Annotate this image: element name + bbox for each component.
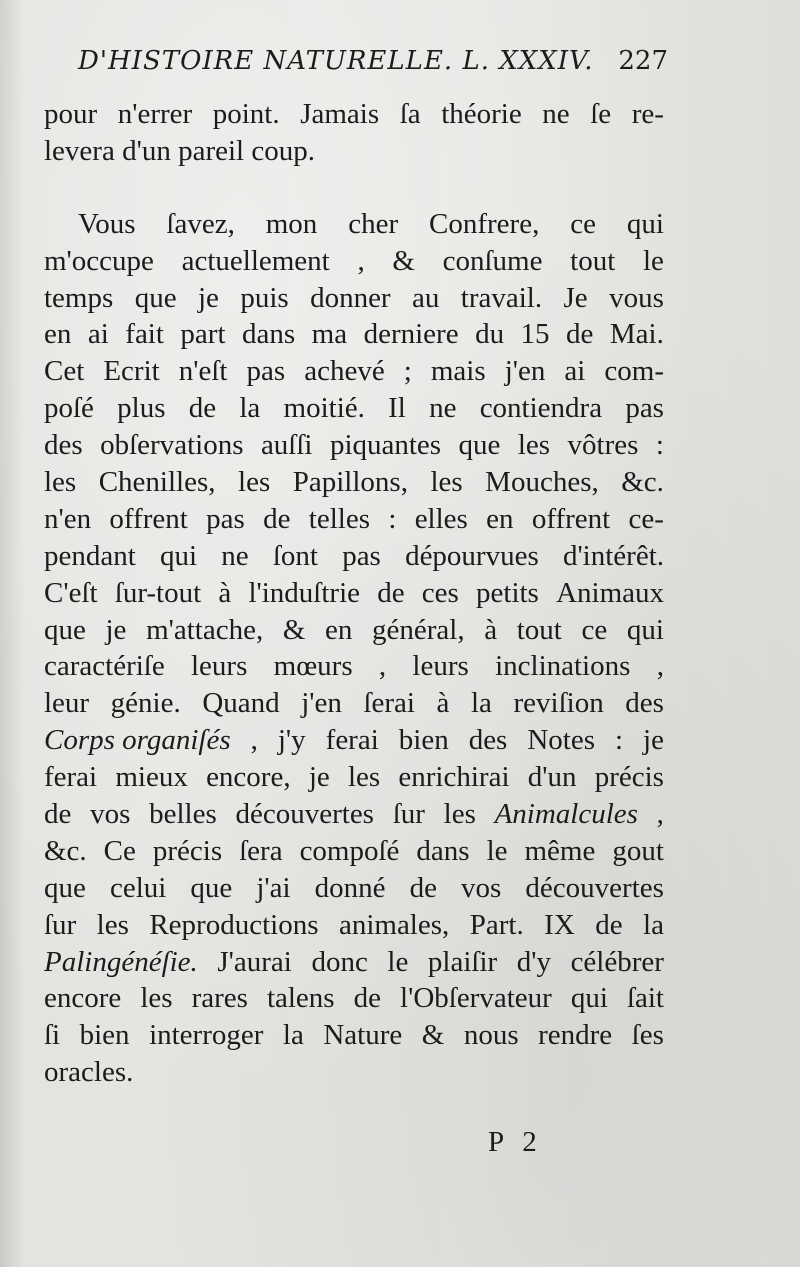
word: les [96, 908, 129, 941]
word: d'un [527, 761, 577, 794]
word: n'eſt [178, 355, 228, 388]
word: la [643, 908, 664, 941]
word: ſe [590, 98, 612, 130]
word: le [387, 945, 409, 978]
word: part [180, 318, 226, 351]
word: en [325, 613, 353, 646]
word: Part. [469, 908, 524, 941]
text-line [44, 280, 664, 317]
word: le [486, 834, 508, 867]
word: de [263, 502, 291, 535]
word: que [44, 871, 86, 904]
word: donner [310, 281, 391, 314]
word: elles [414, 502, 468, 535]
word: enrichirai [398, 761, 510, 794]
word: Notes [527, 724, 596, 757]
word: Il [388, 392, 406, 425]
word: , [357, 244, 365, 277]
word: les [347, 761, 381, 794]
word: talens [266, 982, 335, 1015]
word: pas [625, 392, 664, 425]
word: ai [87, 318, 109, 351]
word: dans [242, 318, 296, 351]
word: compoſé [299, 834, 400, 867]
word: Mai. [609, 318, 664, 351]
word: Jamais [300, 98, 380, 130]
word: qui [626, 207, 664, 240]
word: théorie [441, 98, 522, 130]
word: moitié. [283, 392, 365, 425]
word: que [190, 871, 233, 904]
paragraph-gap [44, 170, 664, 206]
signature-mark: P 2 [488, 1126, 543, 1158]
word: Ce [103, 834, 136, 867]
word: rares [191, 982, 248, 1015]
word: ne [542, 98, 570, 130]
word: ne [221, 539, 249, 572]
word: Mouches, [485, 466, 599, 499]
running-head-title: D'HISTOIRE NATURELLE. L. XXXIV. [78, 46, 594, 76]
word: & [421, 1019, 445, 1052]
word: ſi [44, 1019, 61, 1052]
word: génie. [110, 687, 181, 720]
word: à [436, 687, 450, 720]
body-text [44, 96, 664, 1091]
word: bien [79, 1019, 130, 1052]
word: précis [594, 761, 664, 794]
word: pas [246, 355, 286, 388]
word: coup. [251, 134, 315, 167]
word: Quand [202, 687, 280, 720]
word: du [475, 318, 505, 351]
word: belles [149, 798, 217, 831]
paragraph [44, 206, 664, 1091]
word: caractériſe [44, 650, 165, 683]
word: Confrere, [429, 207, 540, 240]
word: fait [125, 318, 164, 351]
word: la [282, 1019, 304, 1052]
word: ſur [44, 908, 77, 941]
word: découvertes [525, 871, 664, 904]
word: pour [44, 98, 98, 130]
word: plaiſir [427, 945, 498, 978]
word: des [44, 429, 83, 462]
text-line [44, 759, 664, 796]
word: vos [461, 871, 502, 904]
word: , [656, 650, 664, 683]
word: levera [44, 134, 123, 167]
word: ſavez, [166, 207, 235, 240]
text-line [44, 907, 664, 944]
word: découvertes [235, 798, 374, 831]
word: : [615, 724, 624, 757]
text-line [44, 796, 664, 833]
word: l'induſtrie [248, 576, 360, 609]
word: interroger [149, 1019, 264, 1052]
word: que [458, 429, 501, 462]
word: mon [265, 207, 318, 240]
word: de [377, 576, 405, 609]
text-line [44, 133, 664, 170]
word: j'en [504, 355, 546, 388]
word: Corps organiſés [44, 724, 231, 757]
word: Vous [78, 207, 136, 240]
word: Animalcules [494, 798, 638, 831]
word: ſerai [363, 687, 415, 720]
word: à [484, 613, 498, 646]
word: pendant [44, 539, 136, 572]
text-line [44, 538, 664, 575]
word: Ecrit [103, 355, 160, 388]
word: cher [348, 207, 399, 240]
word: les [443, 798, 476, 831]
text-line [44, 1017, 664, 1054]
word: ; [403, 355, 412, 388]
word: d'un [122, 134, 179, 167]
word: de [353, 982, 381, 1015]
text-line [44, 464, 664, 501]
word: oracles. [44, 1056, 134, 1089]
text-line [44, 722, 664, 759]
word: n'errer [117, 98, 193, 130]
word: mais [430, 355, 486, 388]
text-line [44, 1054, 664, 1091]
word: vos [90, 798, 131, 831]
word: dépourvues [405, 539, 539, 572]
word: inclinations [495, 650, 631, 683]
word: mœurs [273, 650, 353, 683]
text-line [44, 353, 664, 390]
word: , [378, 650, 387, 683]
word: qui [570, 982, 608, 1015]
text-line [44, 96, 664, 133]
text-line [44, 648, 664, 685]
word: obſervations [100, 429, 244, 462]
word: pareil [178, 134, 252, 167]
word: donc [311, 945, 368, 978]
word: 15 [520, 318, 550, 351]
word: des [625, 687, 664, 720]
word: leurs [191, 650, 248, 683]
word: tout [570, 244, 616, 277]
word: de [188, 392, 217, 425]
text-line [44, 390, 664, 427]
word: les [140, 982, 173, 1015]
word: offrent [109, 502, 188, 535]
word: que [134, 281, 177, 314]
word: je [643, 724, 664, 757]
word: J'aurai [217, 945, 292, 978]
word: la [239, 392, 261, 425]
word: à [218, 576, 232, 609]
word: tout [516, 613, 562, 646]
word: m'attache, [146, 613, 264, 646]
word: Papillons, [292, 466, 408, 499]
word: ferai [44, 761, 98, 794]
text-line [44, 612, 664, 649]
word: de [409, 871, 437, 904]
word: d'intérêt. [562, 539, 664, 572]
word: d'y [516, 945, 551, 978]
word: ſur [392, 798, 425, 831]
word: ce [570, 207, 596, 240]
word: mieux [115, 761, 188, 794]
word: encore [44, 982, 122, 1015]
word: temps [44, 281, 114, 314]
word: celui [109, 871, 167, 904]
word: com- [604, 355, 664, 388]
word: : [655, 429, 664, 462]
word: achevé [304, 355, 385, 388]
word: IX [544, 908, 575, 941]
word: , [656, 798, 664, 831]
word: ſont [272, 539, 318, 572]
word: ai [564, 355, 586, 388]
text-line [44, 243, 664, 280]
text-line [44, 944, 664, 981]
word: Reproductions [149, 908, 319, 941]
word: & [392, 244, 415, 277]
word: ce- [628, 502, 664, 535]
word: de [566, 318, 594, 351]
word: leur [44, 687, 90, 720]
word: dans [416, 834, 470, 867]
word: Je [563, 281, 588, 314]
word: animales, [338, 908, 450, 941]
word: ma [311, 318, 348, 351]
word: reviſion [513, 687, 604, 720]
word: telles [308, 502, 370, 535]
word: derniere [363, 318, 459, 351]
text-line [44, 980, 664, 1017]
word: C'eſt [44, 576, 98, 609]
word: les [430, 466, 463, 499]
word: général, [372, 613, 465, 646]
word: point. [212, 98, 280, 130]
word: Palingénéſie. [44, 945, 198, 978]
word: la [471, 687, 492, 720]
text-line [44, 685, 664, 722]
word: je [308, 761, 330, 794]
word: j'en [301, 687, 342, 720]
word: qui [160, 539, 198, 572]
word: gout [612, 834, 664, 867]
text-line [44, 206, 664, 243]
word: ces [421, 576, 459, 609]
word: ſera [239, 834, 283, 867]
word: bien [398, 724, 449, 757]
word: nous [463, 1019, 519, 1052]
word: des [468, 724, 508, 757]
word: en [486, 502, 514, 535]
word: & [282, 613, 306, 646]
word: ſait [626, 982, 664, 1015]
text-line [44, 575, 664, 612]
word: pas [206, 502, 245, 535]
word: Cet [44, 355, 85, 388]
word: je [197, 281, 219, 314]
word: ferai [325, 724, 379, 757]
word: précis [152, 834, 223, 867]
word: que [44, 613, 86, 646]
word: ſa [399, 98, 421, 130]
page-number: 227 [618, 46, 668, 76]
word: j'y [277, 724, 306, 757]
word: piquantes [329, 429, 442, 462]
word: ne [429, 392, 457, 425]
word: offrent [531, 502, 611, 535]
word: les [517, 429, 551, 462]
word: je [105, 613, 127, 646]
word: poſé [44, 392, 94, 425]
text-line [44, 870, 664, 907]
word: encore, [206, 761, 291, 794]
word: rendre [538, 1019, 613, 1052]
word: &c. [621, 466, 664, 499]
word: de [595, 908, 623, 941]
running-head [78, 38, 668, 84]
word: n'en [44, 502, 92, 535]
word: , [250, 724, 258, 757]
paragraph [44, 96, 664, 170]
word: re- [631, 98, 664, 130]
word: ſur-tout [114, 576, 202, 609]
word: leurs [412, 650, 469, 683]
word: ſes [631, 1019, 664, 1052]
word: même [524, 834, 596, 867]
word: travail. [460, 281, 543, 314]
word: petits [476, 576, 539, 609]
text-line [44, 833, 664, 870]
word: : [388, 502, 397, 535]
word: donné [314, 871, 386, 904]
word: en [44, 318, 72, 351]
word: vôtres [567, 429, 639, 462]
word: Chenilles, [98, 466, 216, 499]
word: Animaux [556, 576, 664, 609]
word: j'ai [256, 871, 291, 904]
text-line [44, 427, 664, 464]
text-line [44, 316, 664, 353]
word: vous [609, 281, 664, 314]
word: célébrer [570, 945, 664, 978]
word: qui [626, 613, 664, 646]
word: de [44, 798, 72, 831]
word: au [412, 281, 440, 314]
word: contiendra [479, 392, 603, 425]
word: le [642, 244, 664, 277]
word: Nature [323, 1019, 403, 1052]
word: &c. [44, 834, 87, 867]
word: l'Obſervateur [400, 982, 552, 1015]
word: plus [117, 392, 166, 425]
word: les [238, 466, 271, 499]
word: auſſi [260, 429, 313, 462]
word: les [44, 466, 77, 499]
text-line [44, 501, 664, 538]
word: m'occupe [44, 244, 154, 277]
word: conſume [442, 244, 543, 277]
word: pas [342, 539, 381, 572]
word: ce [581, 613, 608, 646]
word: actuellement [181, 244, 330, 277]
word: puis [240, 281, 289, 314]
